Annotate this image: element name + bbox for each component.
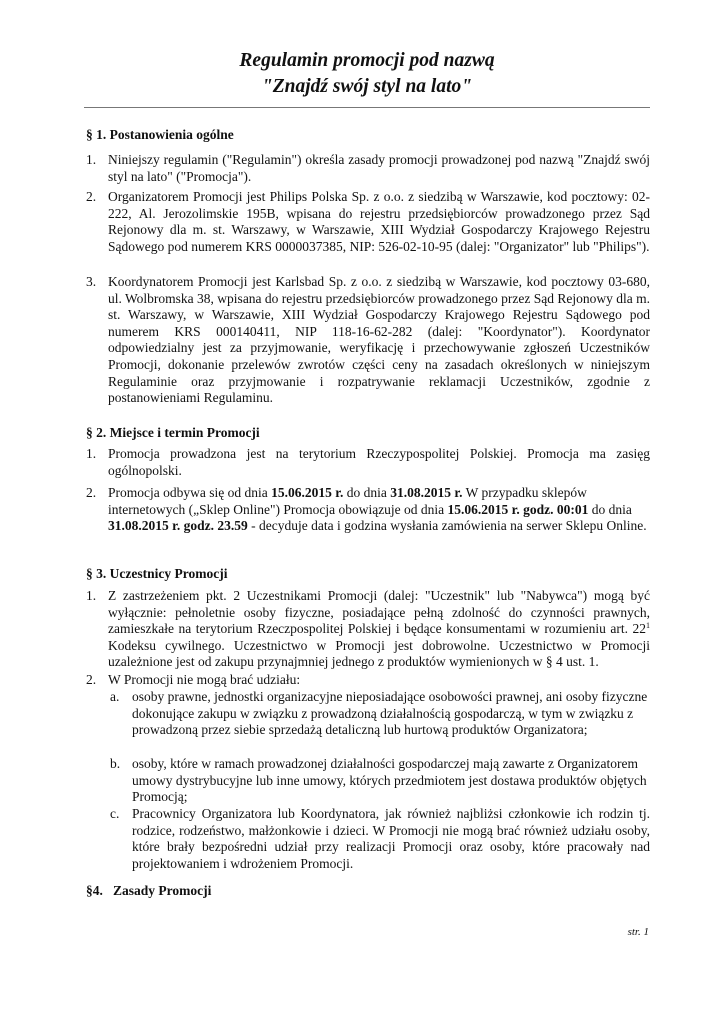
section-3-item-1 bbox=[86, 588, 650, 671]
item-text bbox=[108, 588, 650, 671]
item-number: 1. bbox=[86, 152, 97, 167]
section-2-heading: § 2. Miejsce i termin Promocji bbox=[86, 425, 260, 440]
online-date-end: 31.08.2015 r. godz. 23.59 bbox=[108, 518, 248, 534]
section-1-item-1 bbox=[86, 152, 650, 185]
item-text: W Promocji nie mogą brać udziału: bbox=[108, 672, 301, 687]
section-1-item-3 bbox=[86, 274, 650, 407]
item-number: 2. bbox=[86, 672, 97, 687]
text-part: do dnia bbox=[343, 485, 391, 500]
page-number: str. 1 bbox=[627, 926, 649, 938]
item-text: Koordynatorem Promocji jest Karlsbad Sp. z o.o. z siedzibą w Warszawie, kod pocztowy 03-680, ul. Wolbromska 38, wpisana do rejestru przedsiębiorców prowadzonego przez Sąd Rejonowy dla m. st. Warszawy, w Warszawie, XIII Wydział Gospodarczy Krajowego Rejestru Sądowego pod numerem KRS 000140411, NIP 118-16-62-282 (dalej: "Koordynator"). Koordynator odpowiedzialny jest za przyjmowanie, weryfikację i przechowywanie zgłoszeń Uczestników Promocji, dokonanie przelewów zwrotów części ceny na zasadach określonych w niniejszym Regulaminie oraz przyjmowanie i rozpatrywanie reklamacji Uczestników, zgodnie z postanowieniami Regulaminu. bbox=[108, 274, 650, 406]
subitem-letter: c. bbox=[110, 806, 120, 821]
subitem-text: osoby, które w ramach prowadzonej działalności gospodarczej mają zawarte z Organizatorem umowy dystrybucyjne lub inne umowy, których przedmiotem jest dostawa produktów objętych Promocją; bbox=[132, 756, 647, 805]
item-number: 2. bbox=[86, 485, 97, 500]
text-part: Z zastrzeżeniem pkt. 2 Uczestnikami Promocji (dalej: "Uczestnik" lub "Nabywca") mogą być wyłącznie: pełnoletnie osoby fizyczne, posiadające pełną zdolność do czynności prawnych, zamieszkałe na terytorium Rzeczpospolitej Polskiej i będące konsumentami w rozumieniu art. 22 bbox=[108, 588, 650, 637]
section-3-heading: § 3. Uczestnicy Promocji bbox=[86, 566, 228, 581]
item-text: Organizatorem Promocji jest Philips Polska Sp. z o.o. z siedzibą w Warszawie, kod pocztowy: 02-222, Al. Jerozolimskie 195B, wpisana do rejestru przedsiębiorców prowadzonego przez Sąd Rejonowy dla m. st. Warszawy, w Warszawie, XIII Wydział Gospodarczy Krajowego Rejestru Sądowego pod numerem KRS 0000037385, NIP: 526-02-10-95 (dalej: "Organizator" lub "Philips"). bbox=[108, 189, 650, 254]
section-2-item-1 bbox=[86, 446, 650, 479]
section-3-item-2 bbox=[86, 672, 650, 689]
title-line-1: Regulamin promocji pod nazwą bbox=[239, 50, 495, 71]
title-line-2: "Znajdź swój styl na lato" bbox=[261, 76, 473, 97]
superscript: 1 bbox=[646, 621, 650, 631]
item-text bbox=[108, 485, 650, 535]
item-number: 1. bbox=[86, 588, 97, 603]
page-title bbox=[84, 48, 650, 100]
section-3-subitem-a bbox=[110, 689, 650, 739]
date-end: 31.08.2015 r. bbox=[390, 485, 463, 500]
subitem-letter: a. bbox=[110, 689, 120, 704]
online-date-start: 15.06.2015 r. godz. 00:01 bbox=[447, 501, 589, 517]
item-text: Niniejszy regulamin ("Regulamin") określa zasady promocji prowadzonej pod nazwą "Znajdź swój styl na lato" ("Promocja"). bbox=[108, 152, 650, 184]
subitem-letter: b. bbox=[110, 756, 121, 771]
item-number: 2. bbox=[86, 189, 97, 204]
item-number: 3. bbox=[86, 274, 97, 289]
subitem-text: Pracownicy Organizatora lub Koordynatora, jak również najbliżsi członkowie ich rodzin tj. rodzice, rodzeństwo, małżonkowie i dzieci. W Promocji nie mogą brać również udziału osoby, które brały bezpośredni udział przy realizacji Promocji oraz osoby, które pracowały nad projektowaniem i wdrożeniem Promocji. bbox=[132, 806, 650, 871]
text-part: Promocja odbywa się od dnia bbox=[108, 485, 272, 500]
section-2-item-2 bbox=[86, 485, 650, 535]
item-text: Promocja prowadzona jest na terytorium Rzeczypospolitej Polskiej. Promocja ma zasięg ogólnopolski. bbox=[108, 446, 650, 478]
subitem-text: osoby prawne, jednostki organizacyjne nieposiadające osobowości prawnej, ani osoby fizyczne dokonujące zakupu w związku z prowadzoną działalnością gospodarczą, w tym w związku z prowadzoną przez siebie sprzedażą detaliczną lub hurtową produktów Organizatora; bbox=[132, 689, 648, 738]
title-divider bbox=[84, 107, 650, 108]
section-1-heading: § 1. Postanowienia ogólne bbox=[86, 127, 234, 142]
text-part: - decyduje data i godzina wysłania zamówienia na serwer Sklepu Online. bbox=[247, 518, 647, 534]
text-part: Kodeksu cywilnego. Uczestnictwo w Promocji jest dobrowolne. Uczestnictwo w Promocji uzależnione jest od zakupu przynajmniej jednego z produktów wymienionych w § 4 ust. 1. bbox=[108, 637, 650, 670]
text-part: W przypadku sklepów internetowych („Sklep Online") Promocja obowiązuje od dnia bbox=[108, 485, 587, 517]
item-number: 1. bbox=[86, 446, 97, 461]
text-part: do dnia bbox=[588, 501, 632, 517]
section-3-subitem-c bbox=[110, 806, 650, 872]
section-3-subitem-b bbox=[110, 756, 650, 806]
section-4-heading: §4. Zasady Promocji bbox=[86, 883, 212, 898]
section-1-item-2 bbox=[86, 189, 650, 255]
date-start: 15.06.2015 r. bbox=[271, 485, 344, 500]
